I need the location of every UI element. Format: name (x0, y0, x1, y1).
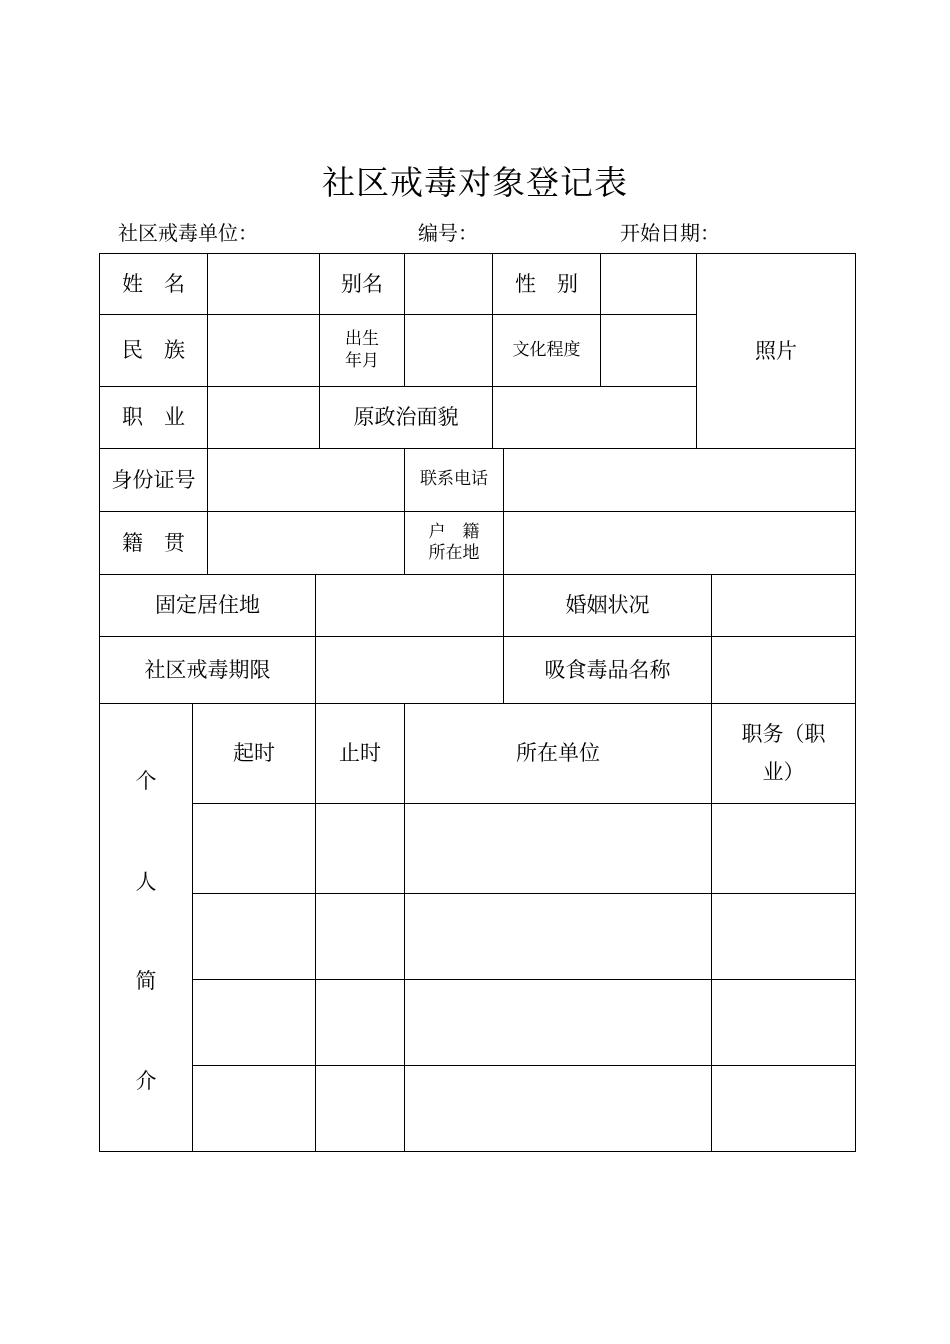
resume-unit-field[interactable] (404, 893, 712, 980)
resume-section-title (99, 703, 193, 1152)
occupation-label: 职 业 (99, 386, 208, 449)
id-number-label: 身份证号 (99, 448, 208, 512)
unit-label: 社区戒毒单位： (118, 221, 258, 245)
political-status-field[interactable] (492, 386, 697, 449)
ethnicity-label: 民 族 (99, 314, 208, 387)
resume-header-start: 起时 (192, 703, 316, 804)
number-label: 编号： (418, 221, 478, 245)
resume-position-field[interactable] (711, 803, 856, 894)
resume-position-field[interactable] (711, 1065, 856, 1152)
phone-label: 联系电话 (404, 448, 504, 512)
id-number-field[interactable] (207, 448, 405, 512)
residence-label: 固定居住地 (99, 574, 316, 637)
drug-name-field[interactable] (711, 636, 856, 704)
form-title: 社区戒毒对象登记表 (322, 163, 628, 202)
resume-start-field[interactable] (192, 1065, 316, 1152)
native-place-label: 籍 贯 (99, 511, 208, 575)
resume-title-char: 个 (135, 769, 157, 793)
resume-position-field[interactable] (711, 979, 856, 1066)
start-date-label: 开始日期： (620, 221, 720, 245)
drug-name-label: 吸食毒品名称 (503, 636, 712, 704)
marital-status-label: 婚姻状况 (503, 574, 712, 637)
marital-status-field[interactable] (711, 574, 856, 637)
position-header-line1: 职务（职 (741, 721, 826, 746)
education-field[interactable] (600, 314, 697, 387)
alias-label: 别名 (319, 253, 405, 315)
rehab-period-label: 社区戒毒期限 (99, 636, 316, 704)
household-label-line1: 户 籍 (428, 521, 480, 542)
political-status-label: 原政治面貌 (319, 386, 493, 449)
resume-end-field[interactable] (315, 1065, 405, 1152)
alias-field[interactable] (404, 253, 493, 315)
resume-header-position (711, 703, 856, 804)
photo-box[interactable]: 照片 (696, 253, 856, 449)
resume-start-field[interactable] (192, 803, 316, 894)
resume-position-field[interactable] (711, 893, 856, 980)
resume-end-field[interactable] (315, 803, 405, 894)
resume-title-char: 介 (135, 1069, 157, 1093)
rehab-period-field[interactable] (315, 636, 504, 704)
resume-unit-field[interactable] (404, 979, 712, 1066)
gender-field[interactable] (600, 253, 697, 315)
resume-end-field[interactable] (315, 893, 405, 980)
residence-field[interactable] (315, 574, 504, 637)
birth-label-line1: 出生 (345, 329, 379, 350)
resume-unit-field[interactable] (404, 803, 712, 894)
birth-date-field[interactable] (404, 314, 493, 387)
resume-title-char: 人 (135, 870, 157, 894)
household-label-line2: 所在地 (428, 543, 480, 563)
household-field[interactable] (503, 511, 856, 575)
household-label (404, 511, 504, 575)
resume-title-char: 简 (135, 969, 157, 993)
native-place-field[interactable] (207, 511, 405, 575)
education-label: 文化程度 (492, 314, 601, 387)
gender-label: 性 别 (492, 253, 601, 315)
resume-header-unit: 所在单位 (404, 703, 712, 804)
resume-end-field[interactable] (315, 979, 405, 1066)
occupation-field[interactable] (207, 386, 320, 449)
resume-header-end: 止时 (315, 703, 405, 804)
phone-field[interactable] (503, 448, 856, 512)
resume-start-field[interactable] (192, 893, 316, 980)
birth-label-line2: 年月 (345, 350, 379, 371)
position-header-line2: 业） (762, 759, 805, 784)
name-label: 姓 名 (99, 253, 208, 315)
name-field[interactable] (207, 253, 320, 315)
ethnicity-field[interactable] (207, 314, 320, 387)
birth-date-label (319, 314, 405, 387)
resume-unit-field[interactable] (404, 1065, 712, 1152)
resume-start-field[interactable] (192, 979, 316, 1066)
